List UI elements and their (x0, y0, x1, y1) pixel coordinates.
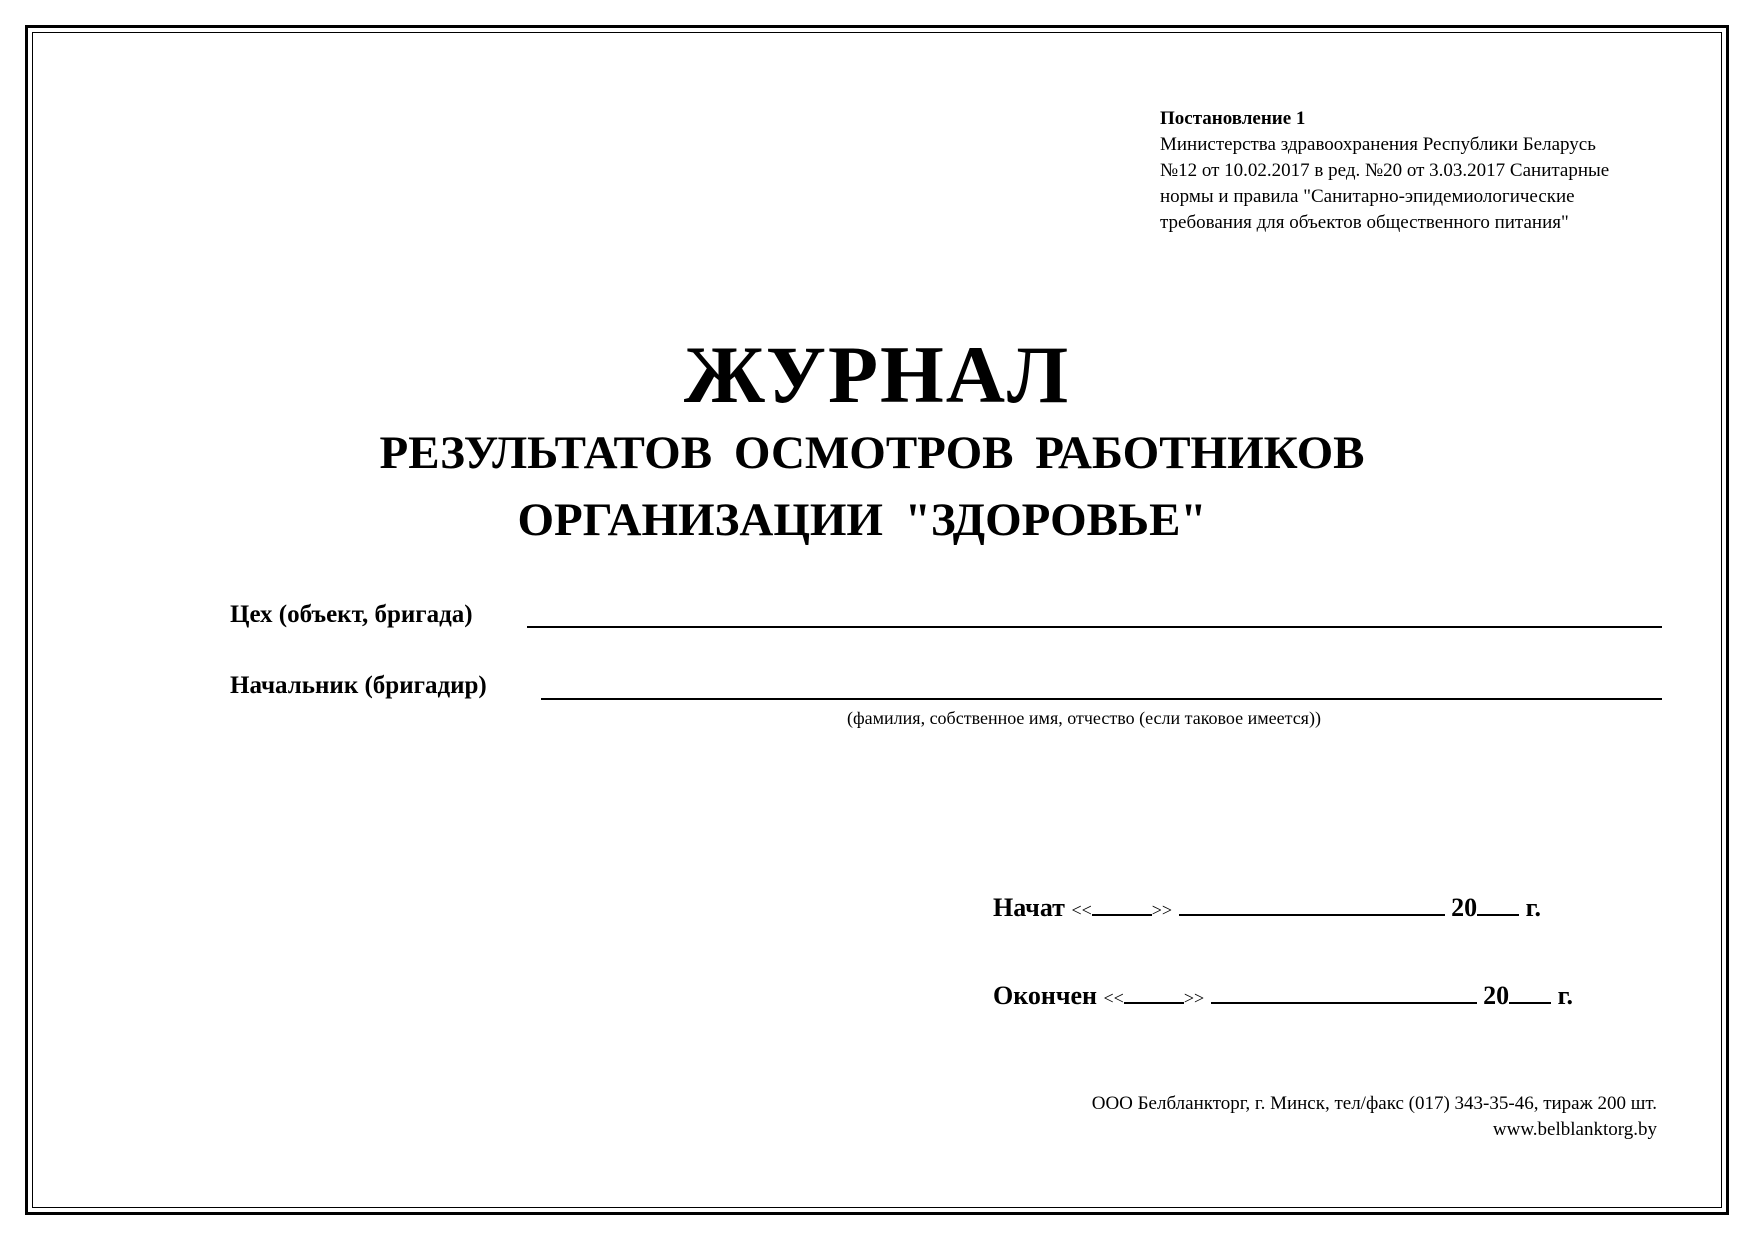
chief-field[interactable] (541, 698, 1662, 700)
close-quote: >> (1183, 988, 1205, 1008)
started-label: Начат (993, 893, 1065, 922)
journal-subtitle-line-1: РЕЗУЛЬТАТОВ ОСМОТРОВ РАБОТНИКОВ (379, 427, 1365, 479)
publisher-website: www.belblanktorg.by (1492, 1119, 1657, 1140)
journal-title: ЖУРНАЛ (683, 329, 1071, 420)
decree-line: Министерства здравоохранения Республики Беларусь (1160, 134, 1596, 155)
finished-year-prefix: 20 (1483, 981, 1510, 1010)
started-year-field[interactable] (1477, 892, 1519, 916)
journal-subtitle-line-2: ОРГАНИЗАЦИИ "ЗДОРОВЬЕ" (517, 494, 1207, 546)
close-quote: >> (1151, 900, 1173, 920)
started-year-prefix: 20 (1451, 893, 1478, 922)
decree-title: Постановление 1 (1160, 108, 1306, 129)
started-year-suffix: г. (1525, 893, 1541, 922)
decree-line: нормы и правила "Санитарно-эпидемиологические (1160, 186, 1575, 207)
workshop-field[interactable] (527, 626, 1662, 628)
finished-year-field[interactable] (1509, 980, 1551, 1004)
finished-month-field[interactable] (1211, 980, 1477, 1004)
started-day-field[interactable] (1092, 892, 1152, 916)
decree-line: требования для объектов общественного питания" (1160, 212, 1569, 233)
workshop-label: Цех (объект, бригада) (230, 601, 473, 628)
finished-date-row (993, 980, 1573, 1014)
finished-year-suffix: г. (1557, 981, 1574, 1010)
open-quote: << (1103, 988, 1124, 1008)
chief-label: Начальник (бригадир) (230, 672, 487, 699)
publisher-info: ООО Белбланкторг, г. Минск, тел/факс (017) 343-35-46, тираж 200 шт. (1091, 1093, 1657, 1114)
started-date-row (993, 892, 1541, 926)
finished-label: Окончен (993, 981, 1098, 1010)
decree-reference (1160, 106, 1700, 236)
decree-line: №12 от 10.02.2017 в ред. №20 от 3.03.2017 Санитарные (1160, 160, 1610, 181)
started-month-field[interactable] (1179, 892, 1445, 916)
chief-field-hint: (фамилия, собственное имя, отчество (если таковое имеется)) (847, 708, 1321, 728)
finished-day-field[interactable] (1124, 980, 1184, 1004)
open-quote: << (1071, 900, 1092, 920)
